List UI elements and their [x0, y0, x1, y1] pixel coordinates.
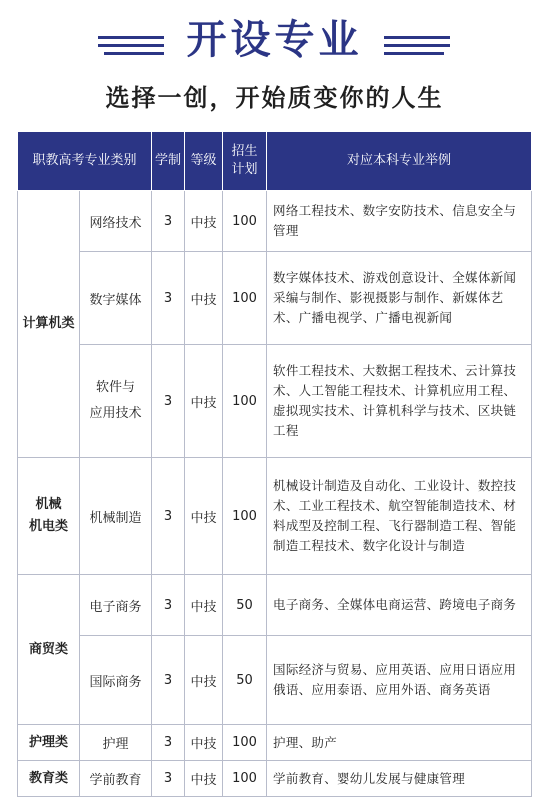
major-cell: 网络技术 — [80, 191, 152, 252]
majors-table — [17, 131, 532, 797]
table-header-row — [18, 132, 532, 191]
category-cell: 计算机类 — [18, 191, 80, 458]
table-row — [18, 725, 532, 761]
header-desc: 对应本科专业举例 — [267, 132, 532, 191]
category-cell: 护理类 — [18, 725, 80, 761]
desc-cell: 软件工程技术、大数据工程技术、云计算技术、人工智能工程技术、计算机应用工程、虚拟现实技术、计算机科学与技术、区块链工程 — [267, 345, 532, 458]
plan-cell: 100 — [223, 252, 267, 345]
plan-cell: 50 — [223, 636, 267, 725]
page-subtitle: 选择一创，开始质变你的人生 — [105, 84, 444, 112]
page-title: 开设专业 — [186, 17, 363, 63]
years-cell: 3 — [152, 458, 185, 575]
category-cell: 商贸类 — [18, 575, 80, 725]
years-cell: 3 — [152, 345, 185, 458]
plan-cell: 100 — [223, 725, 267, 761]
category-cell: 机械 机电类 — [18, 458, 80, 575]
plan-cell: 50 — [223, 575, 267, 636]
desc-cell: 学前教育、婴幼儿发展与健康管理 — [267, 761, 532, 797]
plan-cell: 100 — [223, 458, 267, 575]
page-header — [0, 0, 549, 130]
years-cell: 3 — [152, 191, 185, 252]
desc-cell: 国际经济与贸易、应用英语、应用日语应用俄语、应用泰语、应用外语、商务英语 — [267, 636, 532, 725]
level-cell: 中技 — [185, 252, 223, 345]
years-cell: 3 — [152, 761, 185, 797]
years-cell: 3 — [152, 575, 185, 636]
table-row — [18, 636, 532, 725]
major-cell: 软件与 应用技术 — [80, 345, 152, 458]
level-cell: 中技 — [185, 458, 223, 575]
level-cell: 中技 — [185, 725, 223, 761]
major-cell: 电子商务 — [80, 575, 152, 636]
level-cell: 中技 — [185, 636, 223, 725]
desc-cell: 机械设计制造及自动化、工业设计、数控技术、工业工程技术、航空智能制造技术、材料成型及控制工程、飞行器制造工程、智能制造工程技术、数字化设计与制造 — [267, 458, 532, 575]
plan-cell: 100 — [223, 345, 267, 458]
years-cell: 3 — [152, 725, 185, 761]
desc-cell: 护理、助产 — [267, 725, 532, 761]
header-plan: 招生 计划 — [223, 132, 267, 191]
major-cell: 数字媒体 — [80, 252, 152, 345]
years-cell: 3 — [152, 252, 185, 345]
major-cell: 护理 — [80, 725, 152, 761]
level-cell: 中技 — [185, 191, 223, 252]
years-cell: 3 — [152, 636, 185, 725]
decorative-lines-right — [384, 36, 450, 60]
table-row — [18, 345, 532, 458]
major-cell: 机械制造 — [80, 458, 152, 575]
major-cell: 学前教育 — [80, 761, 152, 797]
table-row — [18, 761, 532, 797]
desc-cell: 网络工程技术、数字安防技术、信息安全与管理 — [267, 191, 532, 252]
desc-cell: 数字媒体技术、游戏创意设计、全媒体新闻采编与制作、影视摄影与制作、新媒体艺术、广播电视学、广播电视新闻 — [267, 252, 532, 345]
table-row — [18, 575, 532, 636]
level-cell: 中技 — [185, 345, 223, 458]
table-row — [18, 191, 532, 252]
desc-cell: 电子商务、全媒体电商运营、跨境电子商务 — [267, 575, 532, 636]
table-row — [18, 252, 532, 345]
level-cell: 中技 — [185, 761, 223, 797]
level-cell: 中技 — [185, 575, 223, 636]
header-years: 学制 — [152, 132, 185, 191]
plan-cell: 100 — [223, 191, 267, 252]
plan-cell: 100 — [223, 761, 267, 797]
header-level: 等级 — [185, 132, 223, 191]
table-row — [18, 458, 532, 575]
header-category: 职教高考专业类别 — [18, 132, 152, 191]
category-cell: 教育类 — [18, 761, 80, 797]
major-cell: 国际商务 — [80, 636, 152, 725]
